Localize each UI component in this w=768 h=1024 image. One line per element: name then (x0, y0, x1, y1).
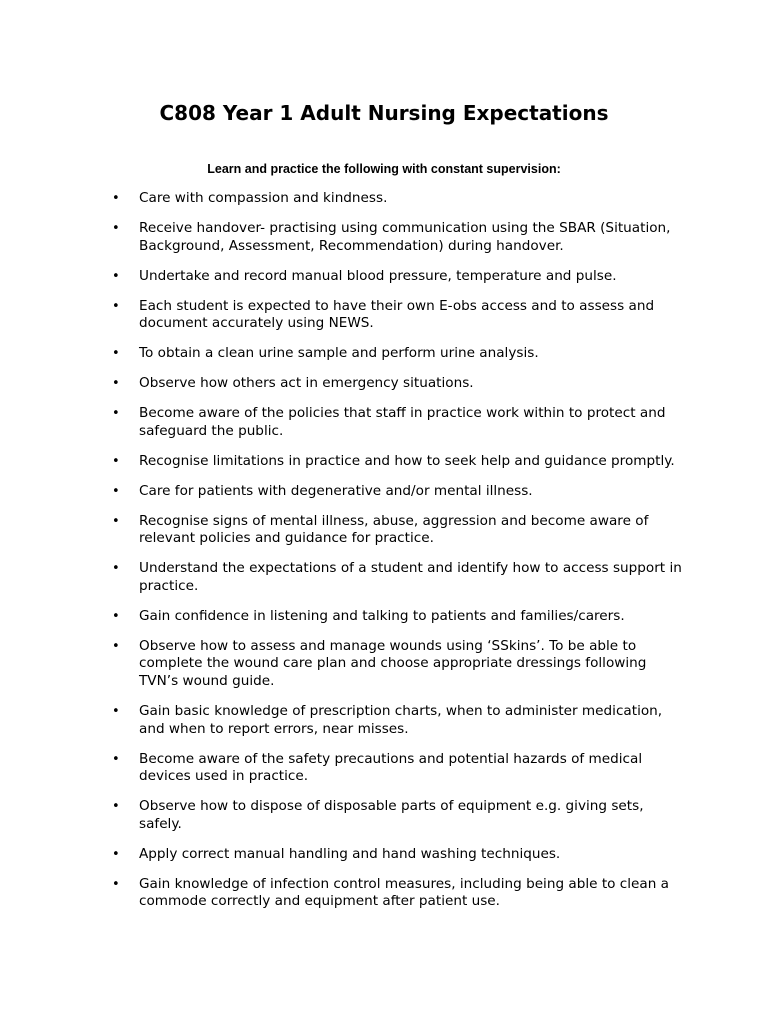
list-item (112, 876, 684, 911)
list-item-text: To obtain a clean urine sample and perform urine analysis. (139, 345, 539, 362)
page-title: C808 Year 1 Adult Nursing Expectations (159, 101, 609, 125)
bullet-icon: • (112, 406, 120, 422)
list-item-text: Care for patients with degenerative and/or mental illness. (139, 482, 533, 499)
list-item-text: Recognise limitations in practice and how to seek help and guidance promptly. (139, 452, 675, 469)
list-item-text: Understand the expectations of a student and identify how to access support in practice. (139, 560, 682, 594)
bullet-icon: • (112, 561, 120, 577)
list-item-text: Observe how to assess and manage wounds using ‘SSkins’. To be able to complete the wound care plan and choose appropriate dressings following TVN’s wound guide. (139, 637, 647, 689)
bullet-icon: • (112, 220, 120, 236)
list-item (112, 703, 684, 738)
list-item (112, 846, 684, 864)
list-item-text: Observe how to dispose of disposable parts of equipment e.g. giving sets, safely. (139, 798, 644, 832)
list-item-text: Apply correct manual handling and hand washing techniques. (139, 845, 561, 862)
bullet-icon: • (112, 268, 120, 284)
list-item (112, 453, 684, 471)
list-item (112, 513, 684, 548)
bullet-icon: • (112, 703, 120, 719)
list-item (112, 560, 684, 595)
bullet-icon: • (112, 346, 120, 362)
list-item-text: Gain confidence in listening and talking to patients and families/carers. (139, 607, 625, 624)
bullet-icon: • (112, 191, 120, 206)
bullet-icon: • (112, 638, 120, 654)
list-item (112, 751, 684, 786)
list-item (112, 638, 684, 691)
list-item (112, 190, 684, 208)
list-item-text: Each student is expected to have their own E-obs access and to assess and document accurately using NEWS. (139, 297, 655, 332)
list-item-text: Gain knowledge of infection control measures, including being able to clean a commode correctly and equipment after patient use. (139, 875, 669, 910)
list-item-text: Gain basic knowledge of prescription charts, when to administer medication, and when to report errors, near misses. (139, 702, 663, 737)
bullet-icon: • (112, 298, 120, 314)
list-item (112, 405, 684, 440)
bullet-icon: • (112, 608, 120, 624)
list-item (112, 483, 684, 501)
list-item (112, 608, 684, 626)
list-item-text: Receive handover- practising using communication using the SBAR (Situation, Background, Assessment, Recommendation) during handover. (139, 219, 671, 254)
expectations-list (112, 190, 684, 923)
bullet-icon: • (112, 513, 120, 529)
list-item (112, 298, 684, 333)
list-item-text: Observe how others act in emergency situations. (139, 375, 474, 392)
bullet-icon: • (112, 751, 120, 767)
list-item-text: Recognise signs of mental illness, abuse, aggression and become aware of relevant policies and guidance for practice. (139, 512, 649, 547)
list-item (112, 798, 684, 833)
page-subtitle: Learn and practice the following with constant supervision: (207, 162, 561, 176)
bullet-icon: • (112, 453, 120, 469)
list-item (112, 268, 684, 286)
bullet-icon: • (112, 376, 120, 392)
list-item-text: Care with compassion and kindness. (139, 190, 388, 206)
bullet-icon: • (112, 846, 120, 862)
bullet-icon: • (112, 799, 120, 815)
list-item (112, 220, 684, 255)
list-item-text: Become aware of the policies that staff in practice work within to protect and safeguard the public. (139, 405, 666, 439)
list-item (112, 345, 684, 363)
list-item (112, 375, 684, 393)
bullet-icon: • (112, 876, 120, 892)
list-item-text: Become aware of the safety precautions and potential hazards of medical devices used in practice. (139, 750, 643, 785)
bullet-icon: • (112, 483, 120, 499)
list-item-text: Undertake and record manual blood pressure, temperature and pulse. (139, 267, 617, 284)
